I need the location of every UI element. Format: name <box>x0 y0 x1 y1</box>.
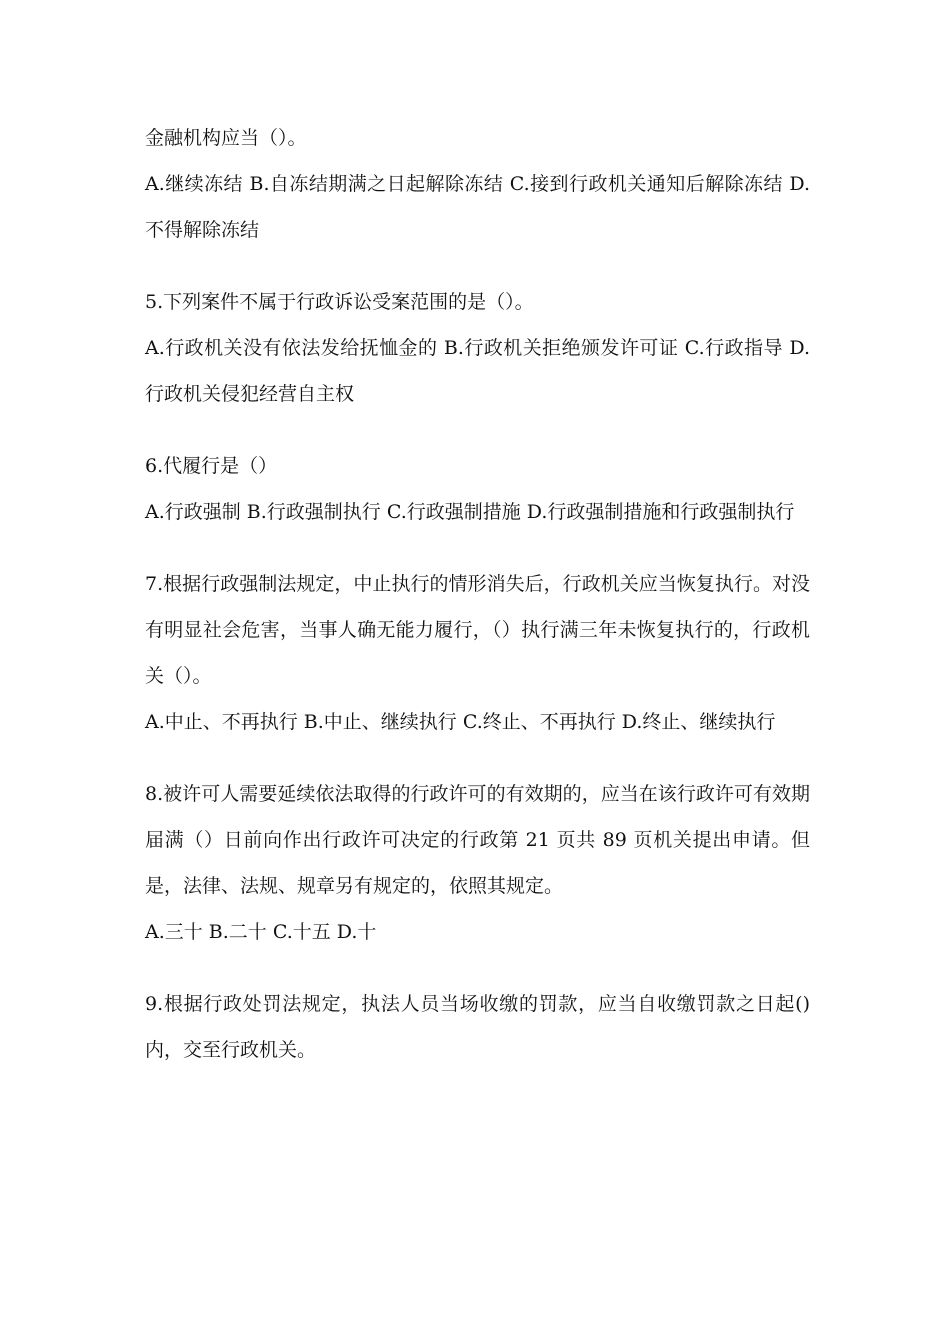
q6-options: A.行政强制 B.行政强制执行 C.行政强制措施 D.行政强制措施和行政强制执行 <box>145 501 795 523</box>
q4-options: A.继续冻结 B.自冻结期满之日起解除冻结 C.接到行政机关通知后解除冻结 D.不得解除冻结 <box>145 173 810 241</box>
q6-stem: 6.代履行是（） <box>145 455 278 477</box>
q7-options: A.中止、不再执行 B.中止、继续执行 C.终止、不再执行 D.终止、继续执行 <box>145 711 776 733</box>
q9-stem: 9.根据行政处罚法规定，执法人员当场收缴的罚款，应当自收缴罚款之日起()内，交至行政机关。 <box>145 993 810 1061</box>
q5-options: A.行政机关没有依法发给抚恤金的 B.行政机关拒绝颁发许可证 C.行政指导 D.行政机关侵犯经营自主权 <box>145 337 810 405</box>
q4-stem-tail: 金融机构应当（）。 <box>145 127 307 149</box>
q7-stem: 7.根据行政强制法规定，中止执行的情形消失后，行政机关应当恢复执行。对没有明显社会危害，当事人确无能力履行，（）执行满三年未恢复执行的，行政机关（）。 <box>145 573 810 687</box>
q8-options: A.三十 B.二十 C.十五 D.十 <box>145 921 377 943</box>
document-body <box>145 115 810 1073</box>
q8-stem: 8.被许可人需要延续依法取得的行政许可的有效期的，应当在该行政许可有效期届满（）日前向作出行政许可决定的行政第 21 页共 89 页机关提出申请。但是，法律、法规、规章另有规定的，依照其规定。 <box>145 783 810 897</box>
q5-stem: 5.下列案件不属于行政诉讼受案范围的是（）。 <box>145 291 534 313</box>
